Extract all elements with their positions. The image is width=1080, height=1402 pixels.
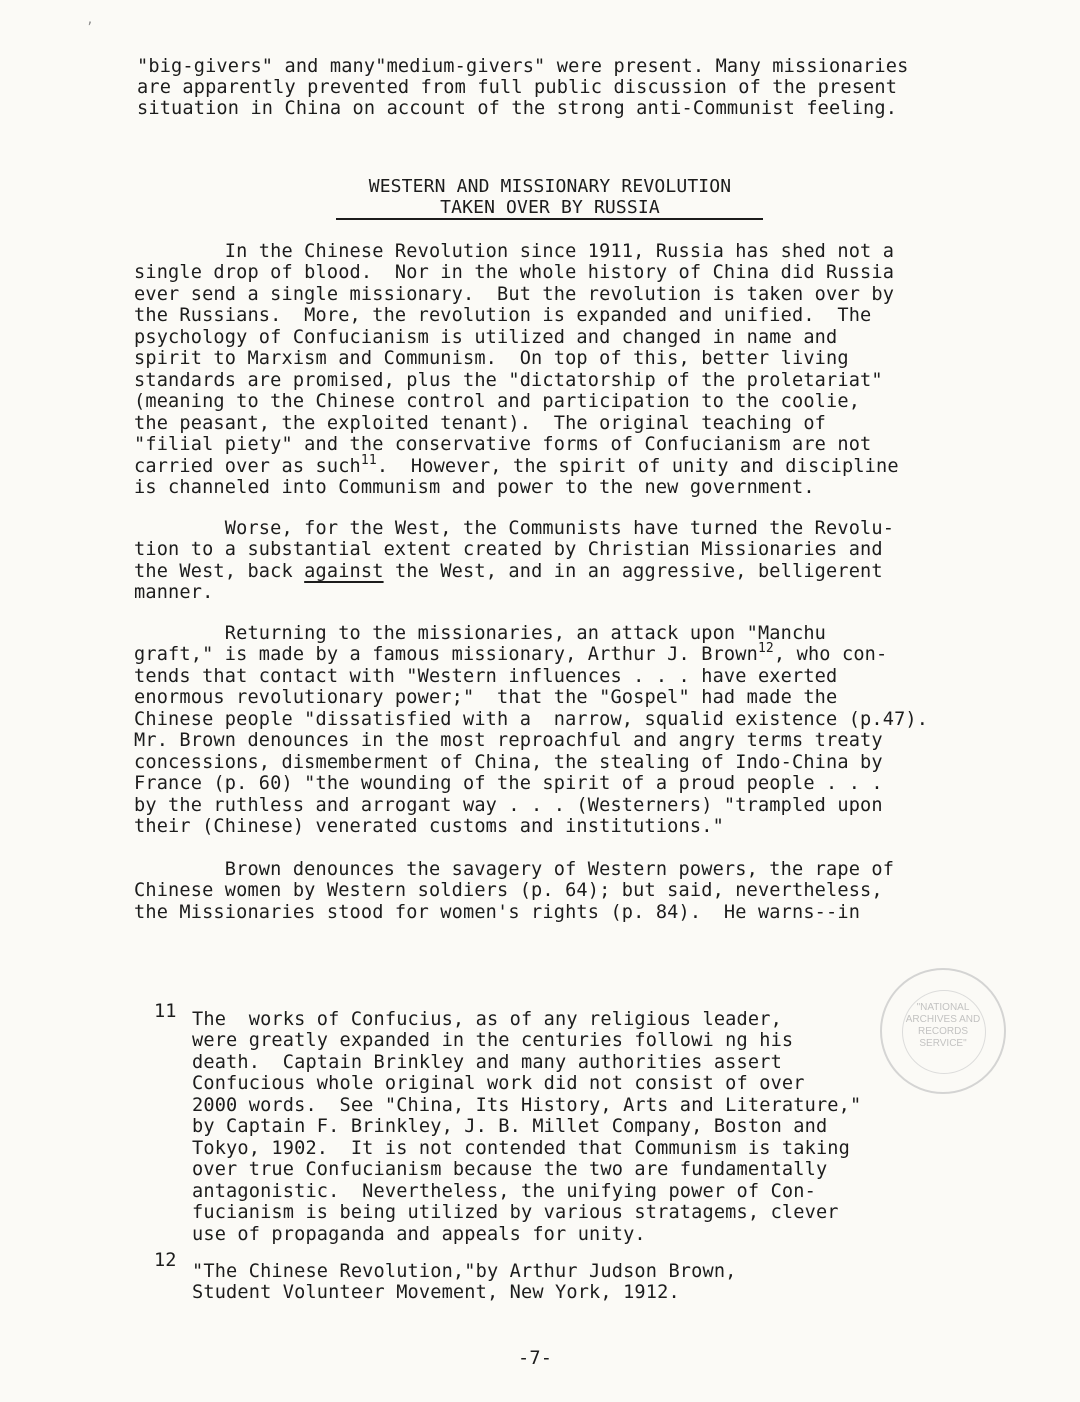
footnote-line: Confucious whole original work did not consist of over: [192, 1073, 805, 1094]
body-line: the Missionaries stood for women's rights (p. 84). He warns--in: [134, 902, 861, 923]
footnote-ref-12: 12: [757, 641, 774, 656]
body-line: (meaning to the Chinese control and participation to the coolie,: [134, 391, 861, 412]
footnote-line: by Captain F. Brinkley, J. B. Millet Company, Boston and: [192, 1116, 828, 1137]
stamp-line: SERVICE": [919, 1038, 967, 1049]
body-line: are apparently prevented from full public discussion of the present: [137, 77, 898, 98]
footnote-line: over true Confucianism because the two are fundamentally: [192, 1159, 828, 1180]
heading-underline: [336, 218, 763, 220]
body-line: In the Chinese Revolution since 1911, Russia has shed not a: [134, 241, 895, 262]
body-text: . However, the spirit of unity and discipline: [376, 456, 899, 477]
archive-stamp: [880, 968, 1006, 1094]
body-line: France (p. 60) "the wounding of the spirit of a proud people . . .: [134, 773, 883, 794]
body-line: Brown denounces the savagery of Western powers, the rape of: [134, 859, 895, 880]
footnote-ref-11: 11: [360, 453, 377, 468]
body-line: the Russians. More, the revolution is expanded and unified. The: [134, 305, 872, 326]
page-number: -7-: [518, 1348, 553, 1369]
body-line: "filial piety" and the conservative forms of Confucianism are not: [134, 434, 872, 455]
body-line: tends that contact with "Western influences . . . have exerted: [134, 666, 838, 687]
footnote-line: use of propaganda and appeals for unity.: [192, 1224, 646, 1245]
body-line: situation in China on account of the strong anti-Communist feeling.: [137, 98, 898, 119]
body-line: enormous revolutionary power;" that the "Gospel" had made the: [134, 687, 838, 708]
body-line: by the ruthless and arrogant way . . . (Westerners) "trampled upon: [134, 795, 883, 816]
footnote-number: 12: [154, 1250, 177, 1271]
footnote-line: fucianism is being utilized by various stratagems, clever: [192, 1202, 839, 1223]
body-text: graft," is made by a famous missionary, Arthur J. Brown: [134, 644, 758, 665]
underlined-word: against: [304, 561, 384, 582]
scan-mark: ’: [86, 20, 94, 34]
body-text: , who con-: [773, 644, 888, 665]
body-line: the peasant, the exploited tenant). The original teaching of: [134, 413, 827, 434]
body-line: Chinese people "dissatisfied with a narrow, squalid existence (p.47).: [134, 709, 929, 730]
body-text: the West, back: [134, 561, 305, 582]
body-line: Returning to the missionaries, an attack upon "Manchu: [134, 623, 827, 644]
body-line: Worse, for the West, the Communists have turned the Revolu-: [134, 518, 895, 539]
body-line: standards are promised, plus the "dictatorship of the proletariat": [134, 370, 883, 391]
stamp-line: "NATIONAL: [916, 1002, 970, 1013]
body-line: their (Chinese) venerated customs and institutions.": [134, 816, 724, 837]
body-line: manner.: [134, 582, 214, 603]
body-line: single drop of blood. Nor in the whole history of China did Russia: [134, 262, 895, 283]
body-line: "big-givers" and many"medium-givers" were present. Many missionaries: [137, 56, 909, 77]
footnote-line: antagonistic. Nevertheless, the unifying power of Con-: [192, 1181, 816, 1202]
body-line: is channeled into Communism and power to the new government.: [134, 477, 815, 498]
body-line: concessions, dismemberment of China, the stealing of Indo-China by: [134, 752, 883, 773]
stamp-line: RECORDS: [917, 1026, 968, 1037]
section-heading-line-2: TAKEN OVER BY RUSSIA: [440, 197, 660, 218]
body-line: [134, 563, 883, 582]
body-line: Chinese women by Western soldiers (p. 64); but said, nevertheless,: [134, 880, 883, 901]
body-line: tion to a substantial extent created by Christian Missionaries and: [134, 539, 883, 560]
body-line: [134, 453, 899, 477]
body-line: spirit to Marxism and Communism. On top of this, better living: [134, 348, 849, 369]
footnote-line: Tokyo, 1902. It is not contended that Communism is taking: [192, 1138, 850, 1159]
body-text: the West, and in an aggressive, belligerent: [383, 561, 883, 582]
footnote-line: death. Captain Brinkley and many authorities assert: [192, 1052, 782, 1073]
body-line: [134, 641, 888, 665]
body-line: psychology of Confucianism is utilized and changed in name and: [134, 327, 838, 348]
stamp-text: [898, 1002, 988, 1050]
stamp-line: ARCHIVES AND: [905, 1014, 981, 1025]
footnote-number: 11: [154, 1001, 177, 1022]
footnote-line: "The Chinese Revolution,"by Arthur Judson Brown,: [192, 1261, 737, 1282]
footnote-line: Student Volunteer Movement, New York, 1912.: [192, 1282, 680, 1303]
body-text: carried over as such: [134, 456, 361, 477]
body-line: Mr. Brown denounces in the most reproachful and angry terms treaty: [134, 730, 883, 751]
section-heading-line-1: WESTERN AND MISSIONARY REVOLUTION: [368, 176, 732, 197]
body-line: ever send a single missionary. But the revolution is taken over by: [134, 284, 895, 305]
footnote-line: The works of Confucius, as of any religious leader,: [192, 1009, 782, 1030]
footnote-line: 2000 words. See "China, Its History, Arts and Literature,": [192, 1095, 862, 1116]
footnote-line: were greatly expanded in the centuries followi ng his: [192, 1030, 794, 1051]
